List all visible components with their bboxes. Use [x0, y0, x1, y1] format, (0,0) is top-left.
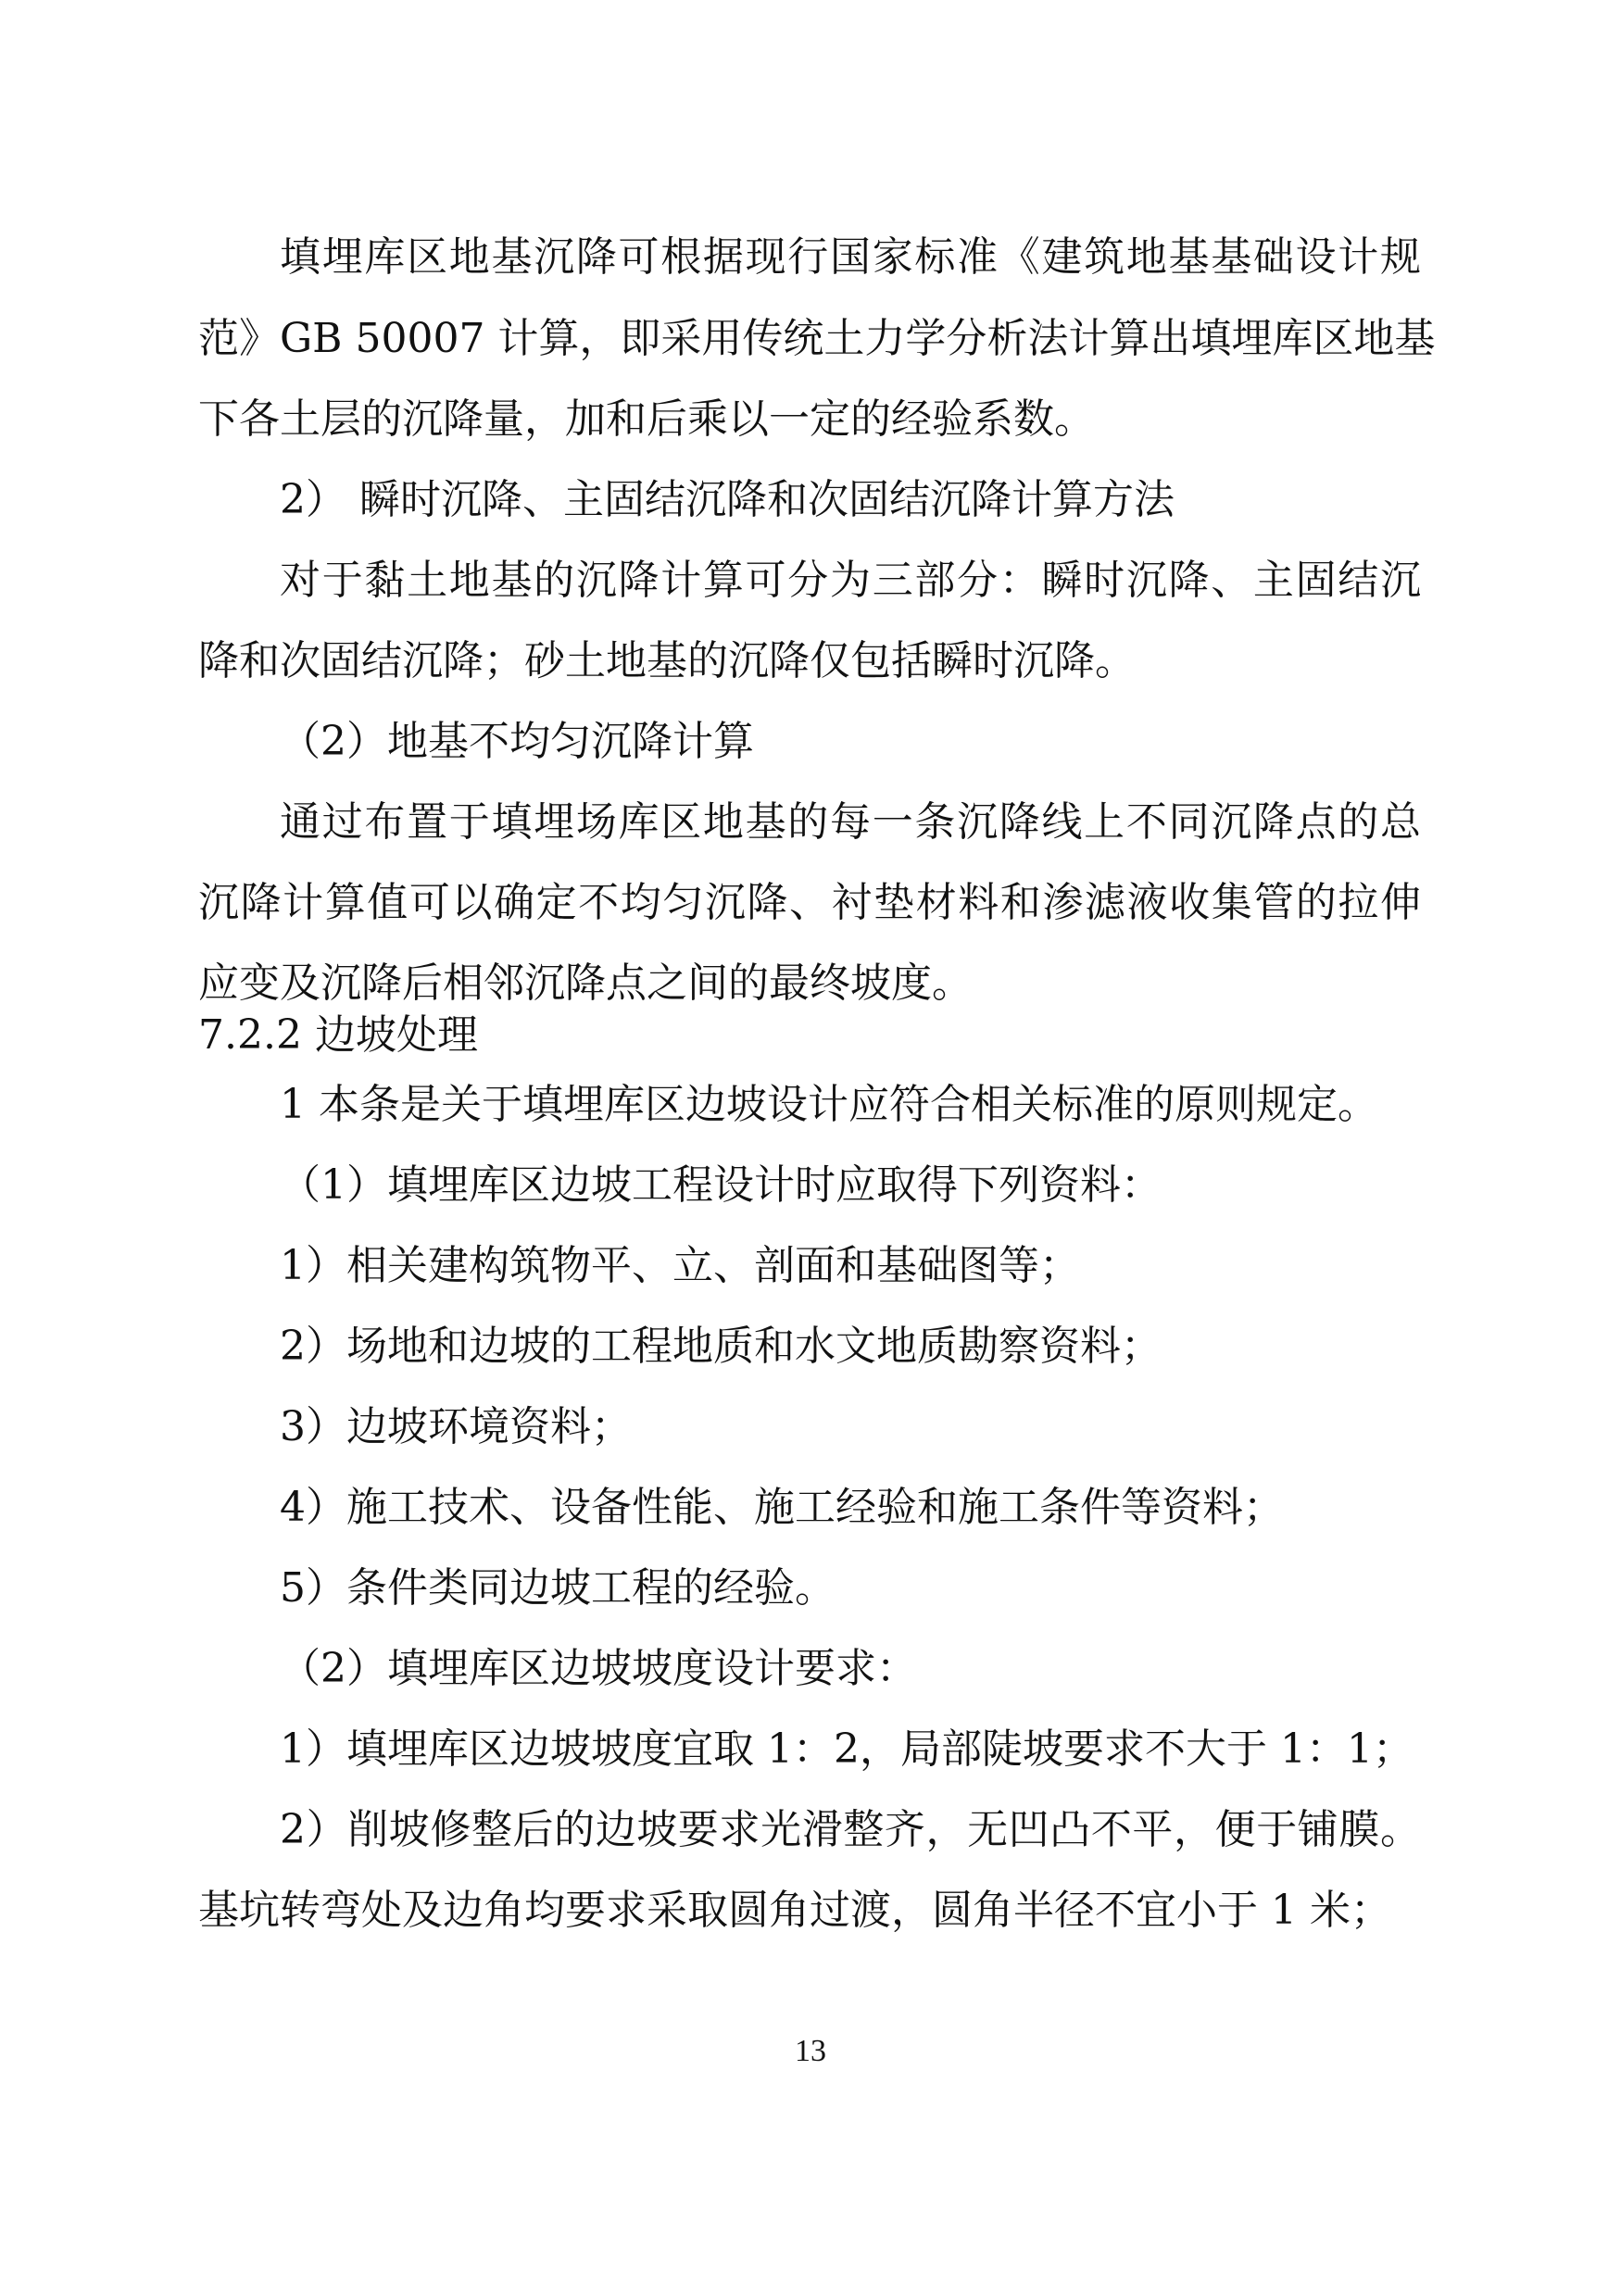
list-item: 3）边坡环境资料； — [280, 1403, 632, 1450]
paragraph-line: 应变及沉降后相邻沉降点之间的最终坡度。 — [198, 960, 973, 1007]
list-item: 2）场地和边坡的工程地质和水文地质勘察资料； — [280, 1323, 1162, 1370]
paragraph-line: 范》GB 50007 计算，即采用传统土力学分析法计算出填埋库区地基 — [198, 315, 1436, 362]
section-heading: 7.2.2 边坡处理 — [198, 1011, 478, 1059]
paragraph-line: 通过布置于填埋场库区地基的每一条沉降线上不同沉降点的总 — [280, 798, 1421, 846]
paragraph-line: 沉降计算值可以确定不均匀沉降、衬垫材料和渗滤液收集管的拉伸 — [198, 879, 1421, 926]
subsection-heading: （2）填埋库区边坡坡度设计要求： — [280, 1645, 917, 1692]
subsection-heading: （2）地基不均匀沉降计算 — [280, 718, 754, 765]
subsection-heading: （1）填埋库区边坡工程设计时应取得下列资料： — [280, 1161, 1162, 1209]
list-item: 4）施工技术、设备性能、施工经验和施工条件等资料； — [280, 1484, 1284, 1531]
paragraph-line: 对于黏土地基的沉降计算可分为三部分：瞬时沉降、主固结沉 — [280, 557, 1421, 604]
list-item: 1）填埋库区边坡坡度宜取 1：2，局部陡坡要求不大于 1：1； — [280, 1725, 1414, 1773]
paragraph-line: 基坑转弯处及边角均要求采取圆角过渡，圆角半径不宜小于 1 米； — [198, 1887, 1391, 1934]
paragraph-line: 降和次固结沉降；砂土地基的沉降仅包括瞬时沉降。 — [198, 637, 1136, 684]
paragraph-line: 1 本条是关于填埋库区边坡设计应符合相关标准的原则规定。 — [280, 1081, 1378, 1128]
list-item: 1）相关建构筑物平、立、剖面和基础图等； — [280, 1242, 1080, 1289]
page-number: 13 — [795, 2034, 826, 2068]
paragraph-line: 下各土层的沉降量，加和后乘以一定的经验系数。 — [198, 395, 1095, 443]
paragraph-line: 填埋库区地基沉降可根据现行国家标准《建筑地基基础设计规 — [280, 233, 1421, 281]
list-item: 5）条件类同边坡工程的经验。 — [280, 1564, 836, 1612]
list-item: 2）削坡修整后的边坡要求光滑整齐，无凹凸不平，便于铺膜。 — [280, 1806, 1421, 1853]
list-item: 2） 瞬时沉降、主固结沉降和次固结沉降计算方法 — [280, 476, 1175, 523]
